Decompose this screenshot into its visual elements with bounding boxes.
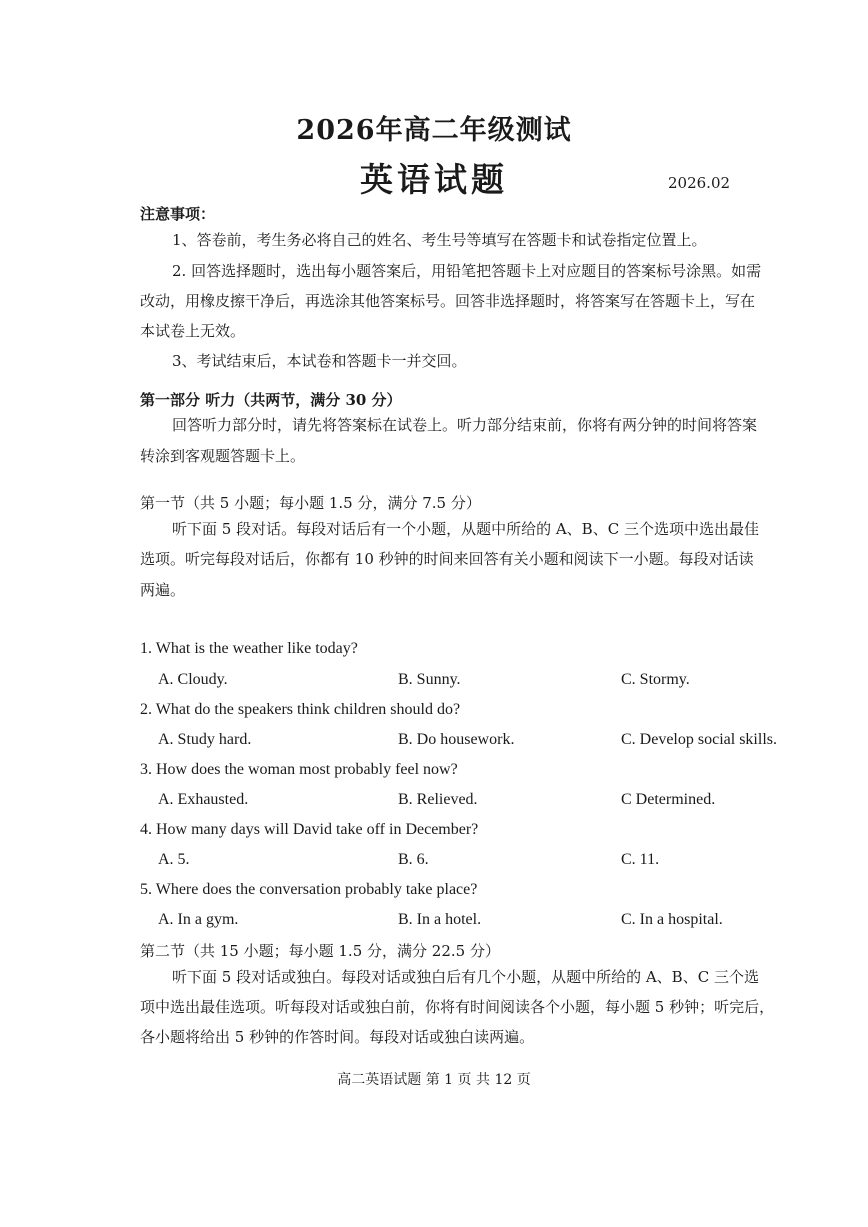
section2-intro-line-1: 听下面 5 段对话或独白。每段对话或独白后有几个小题，从题中所给的 A、B、C 三个选	[172, 968, 759, 986]
section1-intro-line-2: 选项。听完每段对话后，你都有 10 秒钟的时间来回答有关小题和阅读下一小题。每段对话读	[140, 550, 754, 568]
notice-item-2: 2. 回答选择题时，选出每小题答案后，用铅笔把答题卡上对应题目的答案标号涂黑。如需	[172, 262, 762, 280]
exam-title: 2026年高二年级测试	[296, 115, 572, 146]
question-1-option-b: B. Sunny.	[398, 671, 461, 688]
question-4-option-c: C. 11.	[621, 851, 660, 868]
part1-intro-line-2: 转涂到客观题答题卡上。	[140, 447, 306, 465]
section1-intro-line-3: 两遍。	[140, 581, 186, 599]
question-1-option-c: C. Stormy.	[621, 671, 690, 688]
question-3-option-b: B. Relieved.	[398, 791, 478, 808]
notice-item-1: 1、答卷前，考生务必将自己的姓名、考生号等填写在答题卡和试卷指定位置上。	[172, 231, 707, 249]
question-2-option-c: C. Develop social skills.	[621, 731, 777, 748]
page-footer: 高二英语试题 第 1 页 共 12 页	[337, 1072, 531, 1088]
part1-intro-line-1: 回答听力部分时，请先将答案标在试卷上。听力部分结束前，你将有两分钟的时间将答案	[172, 416, 758, 434]
question-2-option-b: B. Do housework.	[398, 731, 515, 748]
question-4-option-a: A. 5.	[158, 851, 190, 868]
section2-intro-line-3: 各小题将给出 5 秒钟的作答时间。每段对话或独白读两遍。	[140, 1028, 535, 1046]
question-2-text: 2. What do the speakers think children should do?	[140, 701, 461, 718]
notice-item-2-cont: 改动，用橡皮擦干净后，再选涂其他答案标号。回答非选择题时，将答案写在答题卡上，写在	[140, 292, 756, 310]
section1-intro-line-1: 听下面 5 段对话。每段对话后有一个小题，从题中所给的 A、B、C 三个选项中选出最佳	[172, 520, 759, 538]
part1-heading: 第一部分 听力（共两节，满分 30 分）	[140, 391, 402, 409]
question-4-option-b: B. 6.	[398, 851, 429, 868]
question-3-option-a: A. Exhausted.	[158, 791, 249, 808]
section2-heading: 第二节（共 15 小题；每小题 1.5 分，满分 22.5 分）	[140, 942, 500, 960]
question-5-text: 5. Where does the conversation probably take place?	[140, 881, 478, 898]
question-5-option-c: C. In a hospital.	[621, 911, 723, 928]
exam-subject-title: 英语试题	[360, 160, 508, 199]
notice-item-2-end: 本试卷上无效。	[140, 322, 246, 340]
question-2-option-a: A. Study hard.	[158, 731, 252, 748]
notice-item-3: 3、考试结束后，本试卷和答题卡一并交回。	[172, 352, 467, 370]
question-3-option-c: C Determined.	[621, 791, 716, 808]
question-1-option-a: A. Cloudy.	[158, 671, 228, 688]
exam-date: 2026.02	[668, 174, 731, 192]
question-4-text: 4. How many days will David take off in December?	[140, 821, 479, 838]
question-1-text: 1. What is the weather like today?	[140, 640, 358, 657]
section1-heading: 第一节（共 5 小题；每小题 1.5 分，满分 7.5 分）	[140, 494, 481, 512]
question-5-option-a: A. In a gym.	[158, 911, 239, 928]
question-5-option-b: B. In a hotel.	[398, 911, 482, 928]
section2-intro-line-2: 项中选出最佳选项。听每段对话或独白前，你将有时间阅读各个小题，每小题 5 秒钟；听完后，	[140, 998, 775, 1016]
question-3-text: 3. How does the woman most probably feel now?	[140, 761, 458, 778]
notice-heading: 注意事项：	[140, 205, 216, 223]
